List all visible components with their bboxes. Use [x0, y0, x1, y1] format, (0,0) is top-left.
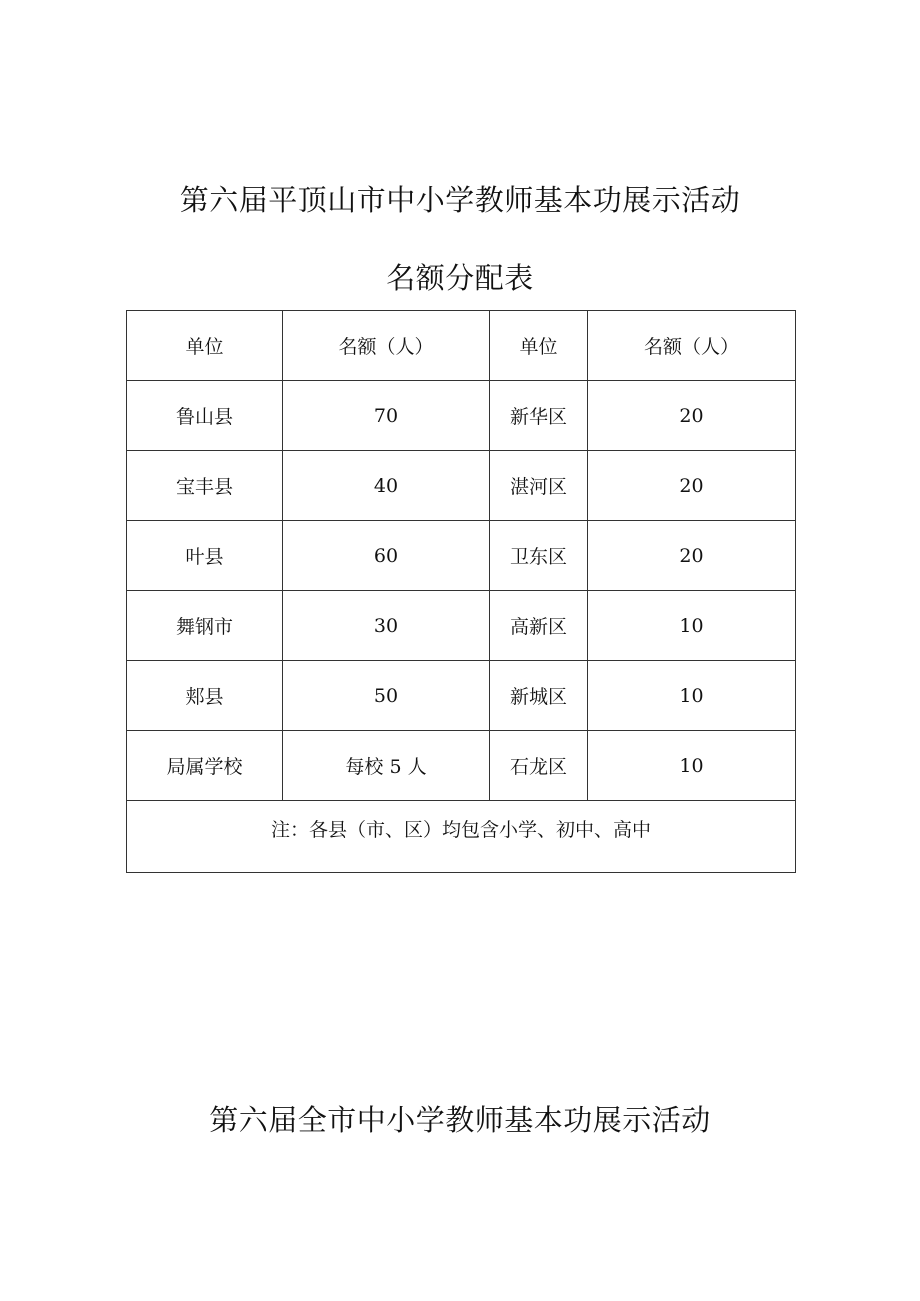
header-quota-right: 名额（人） [588, 311, 796, 381]
unit-cell: 石龙区 [490, 731, 588, 801]
page-subtitle: 名额分配表 [386, 261, 534, 295]
table-row [127, 661, 796, 731]
unit-cell: 舞钢市 [127, 591, 283, 661]
quota-cell: 每校 5 人 [283, 731, 490, 801]
next-section-title: 第六届全市中小学教师基本功展示活动 [209, 1103, 711, 1137]
unit-cell: 卫东区 [490, 521, 588, 591]
table-row [127, 731, 796, 801]
quota-cell: 20 [588, 451, 796, 521]
unit-cell: 局属学校 [127, 731, 283, 801]
table-row [127, 381, 796, 451]
unit-cell: 宝丰县 [127, 451, 283, 521]
quota-cell: 10 [588, 591, 796, 661]
unit-cell: 新华区 [490, 381, 588, 451]
quota-cell: 20 [588, 381, 796, 451]
table-row [127, 521, 796, 591]
header-unit-left: 单位 [127, 311, 283, 381]
quota-cell: 20 [588, 521, 796, 591]
page-title: 第六届平顶山市中小学教师基本功展示活动 [179, 183, 741, 217]
unit-cell: 郏县 [127, 661, 283, 731]
unit-cell: 新城区 [490, 661, 588, 731]
quota-cell: 70 [283, 381, 490, 451]
quota-table [126, 310, 796, 873]
table-row [127, 451, 796, 521]
unit-cell: 鲁山县 [127, 381, 283, 451]
unit-cell: 高新区 [490, 591, 588, 661]
quota-cell: 10 [588, 661, 796, 731]
quota-cell: 40 [283, 451, 490, 521]
table-row [127, 591, 796, 661]
unit-cell: 叶县 [127, 521, 283, 591]
note-row [127, 801, 796, 873]
quota-cell: 50 [283, 661, 490, 731]
table-header-row [127, 311, 796, 381]
header-quota-left: 名额（人） [283, 311, 490, 381]
table-note: 注：各县（市、区）均包含小学、初中、高中 [127, 801, 796, 873]
header-unit-right: 单位 [490, 311, 588, 381]
unit-cell: 湛河区 [490, 451, 588, 521]
quota-cell: 60 [283, 521, 490, 591]
quota-cell: 30 [283, 591, 490, 661]
quota-cell: 10 [588, 731, 796, 801]
